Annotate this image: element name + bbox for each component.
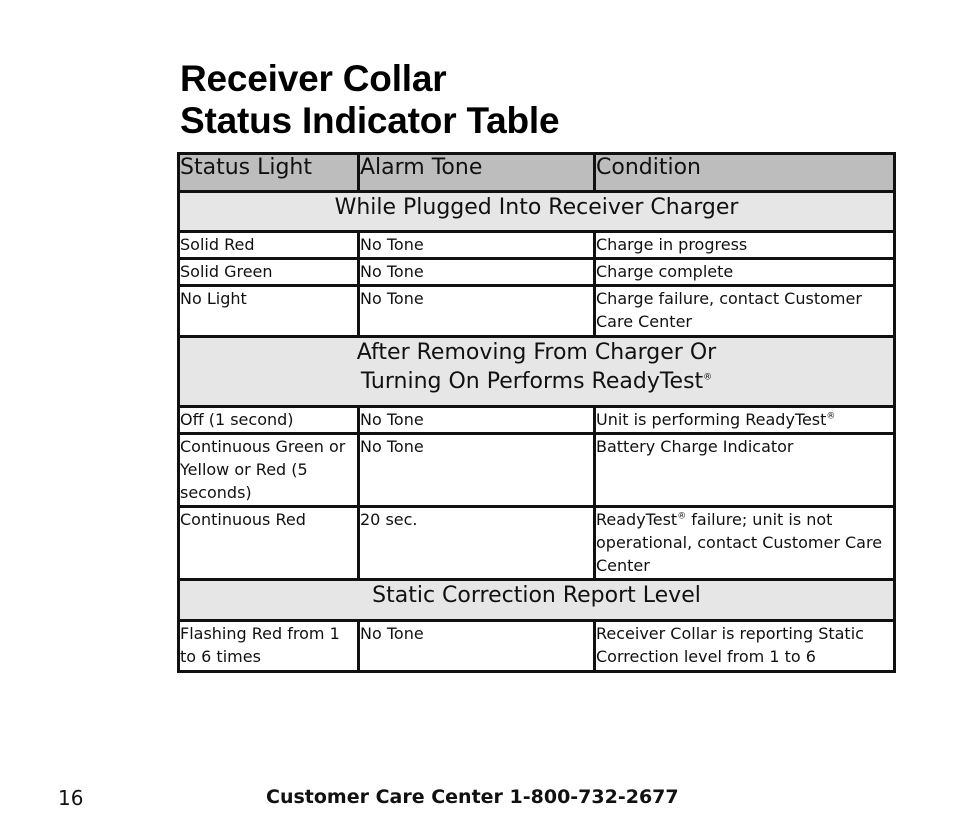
section-title-readytest [179, 337, 895, 407]
title-line-1: Receiver Collar [180, 58, 447, 99]
section-row [179, 192, 895, 232]
section-title-static: Static Correction Report Level [179, 580, 895, 621]
table-header-row [179, 154, 895, 192]
registered-mark: ® [826, 411, 836, 422]
section-title-line-2 [180, 367, 893, 396]
status-light-cell: Solid Red [179, 232, 359, 259]
status-light-cell: Off (1 second) [179, 407, 359, 434]
condition-cell: Charge complete [595, 259, 895, 286]
alarm-tone-cell: No Tone [359, 434, 595, 507]
alarm-tone-cell: No Tone [359, 407, 595, 434]
header-status-light: Status Light [179, 154, 359, 192]
section-title-line-2-text: Turning On Performs ReadyTest [360, 369, 704, 394]
condition-text: Unit is performing ReadyTest [596, 410, 827, 429]
readytest-word: ReadyTest [596, 510, 678, 529]
alarm-tone-cell: No Tone [359, 621, 595, 672]
table-row [179, 434, 895, 507]
alarm-tone-cell: 20 sec. [359, 507, 595, 580]
condition-cell: Receiver Collar is reporting Static Correction level from 1 to 6 [595, 621, 895, 672]
header-condition: Condition [595, 154, 895, 192]
status-light-cell: No Light [179, 286, 359, 337]
table-row [179, 507, 895, 580]
alarm-tone-cell: No Tone [359, 259, 595, 286]
header-alarm-tone: Alarm Tone [359, 154, 595, 192]
condition-text: failure; unit is not operational, contact Customer Care Center [596, 510, 883, 575]
footer-contact: Customer Care Center 1-800-732-2677 [266, 786, 679, 808]
condition-cell: Charge failure, contact Customer Care Center [595, 286, 895, 337]
section-row [179, 580, 895, 621]
table-row [179, 232, 895, 259]
condition-cell: Charge in progress [595, 232, 895, 259]
condition-cell: Battery Charge Indicator [595, 434, 895, 507]
registered-mark: ® [703, 372, 713, 383]
table-row [179, 621, 895, 672]
registered-mark: ® [677, 511, 687, 522]
status-light-cell: Solid Green [179, 259, 359, 286]
condition-cell [595, 407, 895, 434]
table-row [179, 407, 895, 434]
section-title-plugged: While Plugged Into Receiver Charger [179, 192, 895, 232]
table-row [179, 286, 895, 337]
alarm-tone-cell: No Tone [359, 286, 595, 337]
status-light-cell: Continuous Red [179, 507, 359, 580]
title-line-2: Status Indicator Table [180, 100, 560, 141]
page-title [180, 58, 559, 142]
condition-cell [595, 507, 895, 580]
status-light-cell: Continuous Green or Yellow or Red (5 seconds) [179, 434, 359, 507]
status-light-cell: Flashing Red from 1 to 6 times [179, 621, 359, 672]
alarm-tone-cell: No Tone [359, 232, 595, 259]
section-row [179, 337, 895, 407]
section-title-line-1: After Removing From Charger Or [356, 340, 717, 365]
status-indicator-table [177, 152, 896, 673]
page-number: 16 [58, 786, 84, 810]
table-row [179, 259, 895, 286]
